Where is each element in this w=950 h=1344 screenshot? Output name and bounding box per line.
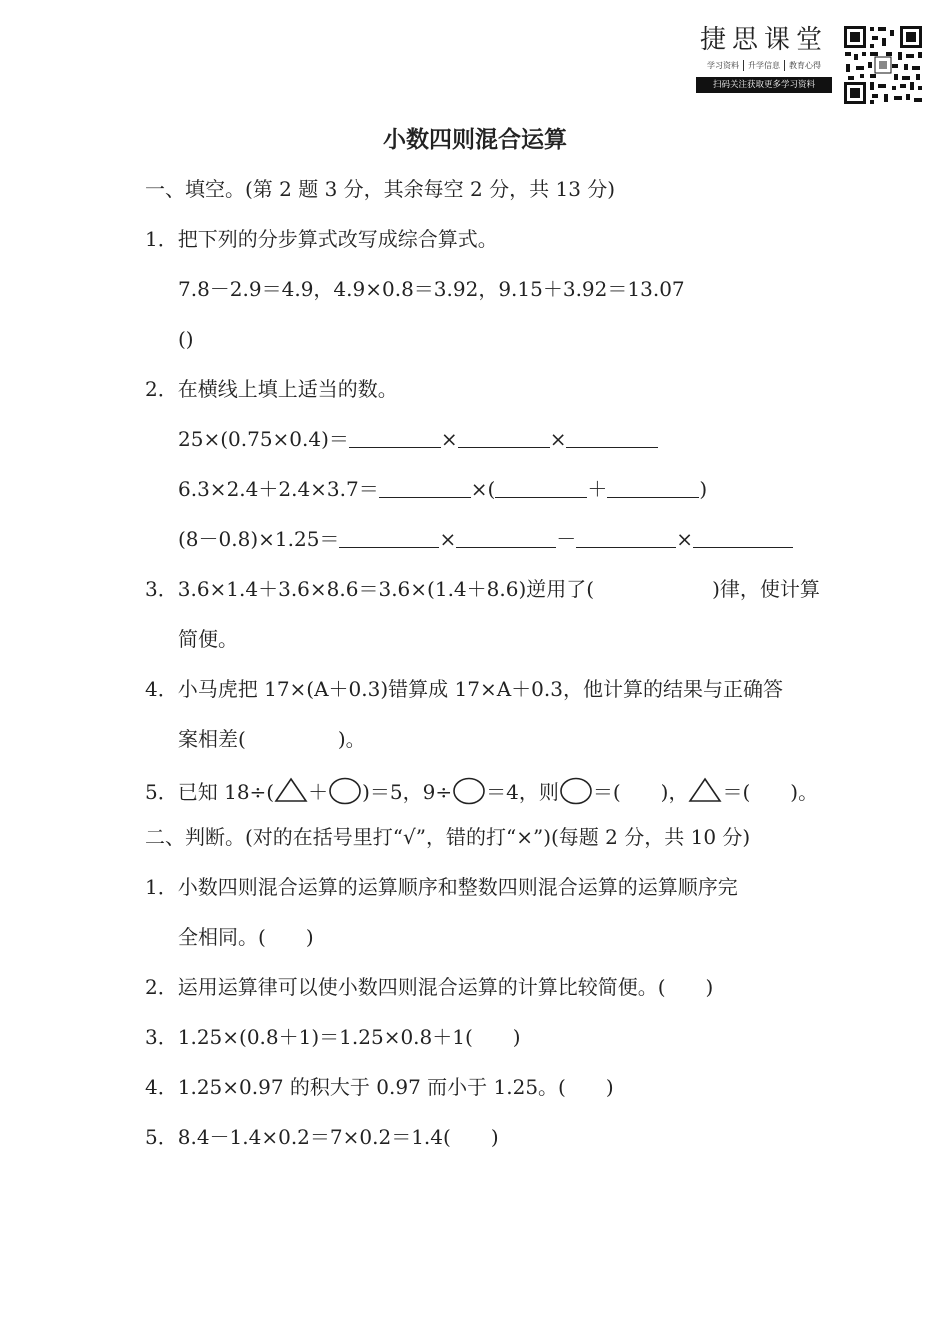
fill-row (178, 475, 707, 503)
judge-item (145, 873, 738, 901)
operator: ×( (470, 477, 496, 501)
question-text-continued: 简便。 (178, 627, 238, 651)
page-title: 小数四则混合运算 (383, 126, 567, 153)
question-3 (145, 575, 820, 603)
brand-logo (696, 22, 832, 93)
question-4 (145, 675, 783, 703)
question-text: 全相同。( (178, 925, 266, 949)
blank-line[interactable] (693, 527, 793, 548)
question-text: 案相差( (178, 727, 246, 751)
logo-tag: 教育心得 (789, 61, 821, 70)
question-number: 4． (145, 677, 178, 701)
question-text: 在横线上填上适当的数。 (177, 377, 398, 401)
triangle-icon (274, 777, 308, 803)
operator: － (556, 527, 577, 551)
operator: ＋ (308, 780, 329, 804)
judge-item (145, 1023, 521, 1051)
blank-line[interactable] (495, 477, 587, 498)
question-text: 运用运算律可以使小数四则混合运算的计算比较简便。( (177, 975, 666, 999)
question-text: 3.6×1.4＋3.6×8.6＝3.6×(1.4＋8.6)逆用了( (177, 577, 595, 601)
question-number: 5． (145, 780, 178, 804)
question-text: 把下列的分步算式改写成综合算式。 (177, 227, 498, 251)
circle-icon (328, 777, 362, 805)
judge-item (145, 1123, 499, 1151)
question-text: ) (305, 925, 314, 949)
triangle-icon (688, 777, 722, 803)
operator: ＋ (587, 477, 608, 501)
question-text: ) (490, 1125, 499, 1149)
section-heading: 二、判断。(对的在括号里打“√”，错的打“×”)(每题 2 分，共 10 分) (145, 825, 751, 849)
question-text: ＝( (722, 780, 751, 804)
question-text: )。 (337, 727, 366, 751)
operator: × (549, 427, 567, 451)
question-text: 1.25×0.97 的积大于 0.97 而小于 1.25。( (177, 1075, 566, 1099)
logo-title: 捷思课堂 (699, 25, 828, 55)
question-text: ) (705, 975, 714, 999)
question-text: ) (512, 1025, 521, 1049)
answer-field[interactable]: () (178, 327, 194, 351)
question-text: 8.4－1.4×0.2＝7×0.2＝1.4( (177, 1125, 451, 1149)
row-expression: 6.3×2.4＋2.4×3.7＝ (178, 477, 379, 501)
judge-item (145, 1073, 614, 1101)
question-text: )律，使计算 (712, 577, 820, 601)
row-expression: 25×(0.75×0.4)＝ (178, 427, 349, 451)
question-2 (145, 375, 398, 403)
question-number: 2． (145, 377, 178, 401)
question-number: 3． (145, 577, 178, 601)
question-number: 1． (145, 875, 178, 899)
question-text-continued (178, 725, 366, 753)
question-text: )＝5，9÷ (362, 780, 453, 804)
question-text: 已知 18÷( (177, 780, 275, 804)
blank-line[interactable] (607, 477, 699, 498)
logo-tag: 升学信息 (744, 60, 785, 71)
section-heading: 一、填空。(第 2 题 3 分，其余每空 2 分，共 13 分) (145, 177, 616, 201)
question-1 (145, 225, 498, 253)
question-expression: 7.8－2.9＝4.9，4.9×0.8＝3.92，9.15＋3.92＝13.07 (178, 277, 685, 301)
question-text: 小数四则混合运算的运算顺序和整数四则混合运算的运算顺序完 (177, 875, 738, 899)
question-text: 小马虎把 17×(A＋0.3)错算成 17×A＋0.3，他计算的结果与正确答 (177, 677, 783, 701)
logo-banner: 扫码关注获取更多学习资料 (696, 77, 832, 93)
question-text: ＝4，则 (486, 780, 559, 804)
question-number: 5． (145, 1125, 178, 1149)
question-number: 3． (145, 1025, 178, 1049)
operator: × (440, 427, 458, 451)
question-number: 2． (145, 975, 178, 999)
circle-icon (452, 777, 486, 805)
question-text: 1.25×(0.8＋1)＝1.25×0.8＋1( (177, 1025, 473, 1049)
fill-row (178, 525, 793, 553)
question-5 (145, 777, 818, 806)
blank-line[interactable] (379, 477, 471, 498)
logo-tag: 学习资料 (703, 60, 744, 71)
blank-line[interactable] (566, 427, 658, 448)
circle-icon (559, 777, 593, 805)
question-number: 1． (145, 227, 178, 251)
question-text: ) (605, 1075, 614, 1099)
question-number: 4． (145, 1075, 178, 1099)
blank-line[interactable] (349, 427, 441, 448)
logo-tags (696, 60, 832, 71)
judge-item (145, 973, 713, 1001)
blank-line[interactable] (458, 427, 550, 448)
operator: × (676, 527, 693, 551)
row-expression: (8－0.8)×1.25＝ (178, 527, 340, 551)
question-text: )。 (790, 780, 819, 804)
fill-row (178, 425, 658, 453)
blank-line[interactable] (339, 527, 439, 548)
operator: ) (699, 477, 708, 501)
blank-line[interactable] (576, 527, 676, 548)
question-text: )， (660, 780, 689, 804)
question-text: ＝( (592, 780, 621, 804)
blank-line[interactable] (456, 527, 556, 548)
judge-item-continued (178, 923, 314, 951)
qr-code-icon (842, 24, 924, 106)
operator: × (439, 527, 457, 551)
